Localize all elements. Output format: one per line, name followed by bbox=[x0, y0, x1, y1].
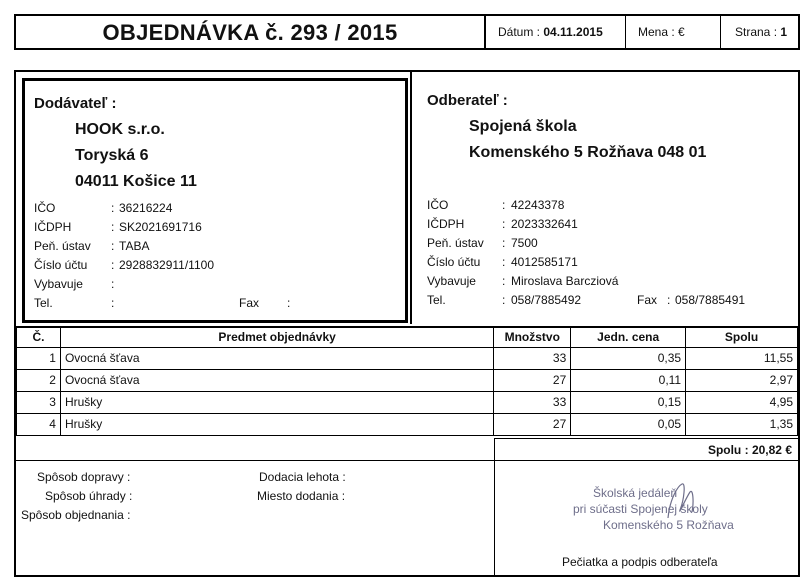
col-header-item: Predmet objednávky bbox=[60, 327, 493, 347]
customer-fax-label: Fax bbox=[637, 293, 658, 307]
row-qty: 33 bbox=[494, 391, 571, 413]
order-method-label: Spôsob objednania : bbox=[21, 508, 131, 522]
transport-label: Spôsob dopravy : bbox=[37, 470, 131, 484]
col-header-unit-price: Jedn. cena bbox=[571, 327, 686, 347]
customer-account-label: Číslo účtu bbox=[427, 255, 481, 269]
table-header-row bbox=[17, 327, 798, 347]
supplier-tel-label: Tel. bbox=[34, 296, 53, 310]
supplier-account-label: Číslo účtu bbox=[34, 258, 88, 272]
supplier-fax-label: Fax bbox=[239, 296, 260, 310]
customer-icdph: 2023332641 bbox=[511, 217, 578, 231]
row-unit-price: 0,11 bbox=[571, 369, 686, 391]
payment-label: Spôsob úhrady : bbox=[45, 489, 133, 503]
customer-address: Komenského 5 Rožňava 048 01 bbox=[469, 144, 707, 161]
stamp-line-1: Školská jedáleň bbox=[593, 486, 678, 500]
supplier-ico-label: IČO bbox=[34, 201, 56, 215]
currency-label: Mena : bbox=[638, 25, 675, 39]
customer-box bbox=[410, 72, 800, 324]
delivery-place-label: Miesto dodania : bbox=[257, 489, 346, 503]
customer-bank: 7500 bbox=[511, 236, 538, 250]
row-no: 2 bbox=[17, 369, 61, 391]
customer-name: Spojená škola bbox=[469, 118, 577, 135]
row-total: 1,35 bbox=[686, 413, 798, 435]
page-label: Strana : bbox=[735, 25, 778, 39]
row-qty: 27 bbox=[494, 413, 571, 435]
supplier-details: IČO : 36216224 IČDPH : SK2021691716 Peň. ústav : TABA Číslo účtu : 2928832911/1100 Vybavuje : Tel. : Fax : bbox=[34, 201, 291, 310]
date-field bbox=[486, 16, 626, 48]
stamp-line-3: Komenského 5 Rožňava bbox=[603, 518, 734, 532]
supplier-city: 04011 Košice 11 bbox=[75, 173, 197, 190]
row-total: 4,95 bbox=[686, 391, 798, 413]
supplier-name: HOOK s.r.o. bbox=[75, 121, 165, 138]
row-item: Hrušky bbox=[60, 413, 493, 435]
currency-value: € bbox=[678, 25, 685, 39]
supplier-bank-label: Peň. ústav bbox=[34, 239, 91, 253]
total-value: 20,82 € bbox=[751, 443, 792, 457]
stamp-line-2: pri súčasti Spojenej školy bbox=[573, 502, 708, 516]
table-row bbox=[17, 391, 798, 413]
row-total: 11,55 bbox=[686, 347, 798, 369]
order-total bbox=[494, 438, 798, 460]
customer-ico-label: IČO bbox=[427, 198, 449, 212]
row-qty: 33 bbox=[494, 347, 571, 369]
total-label: Spolu : bbox=[707, 443, 749, 457]
supplier-icdph: SK2021691716 bbox=[119, 220, 202, 234]
supplier-heading: Dodávateľ : bbox=[34, 95, 117, 112]
customer-icdph-label: IČDPH bbox=[427, 217, 465, 231]
supplier-ico: 36216224 bbox=[119, 201, 173, 215]
document-title: OBJEDNÁVKA č. 293 / 2015 bbox=[16, 16, 486, 48]
order-items-table bbox=[16, 326, 798, 436]
supplier-icdph-label: IČDPH bbox=[34, 220, 72, 234]
document-header bbox=[14, 14, 800, 50]
row-unit-price: 0,35 bbox=[571, 347, 686, 369]
supplier-bank: TABA bbox=[119, 239, 150, 253]
date-value: 04.11.2015 bbox=[543, 25, 603, 39]
footer-divider bbox=[16, 460, 798, 461]
row-item: Ovocná šťava bbox=[60, 369, 493, 391]
row-unit-price: 0,05 bbox=[571, 413, 686, 435]
row-no: 3 bbox=[17, 391, 61, 413]
row-total: 2,97 bbox=[686, 369, 798, 391]
supplier-box bbox=[22, 78, 408, 323]
date-label: Dátum : bbox=[498, 25, 541, 39]
row-unit-price: 0,15 bbox=[571, 391, 686, 413]
supplier-handler-label: Vybavuje bbox=[34, 277, 83, 291]
customer-bank-label: Peň. ústav bbox=[427, 236, 484, 250]
customer-ico: 42243378 bbox=[511, 198, 565, 212]
table-row bbox=[17, 369, 798, 391]
col-header-total: Spolu bbox=[686, 327, 798, 347]
row-item: Hrušky bbox=[60, 391, 493, 413]
signature-scribble-icon bbox=[660, 478, 700, 528]
supplier-street: Toryská 6 bbox=[75, 147, 149, 164]
table-row bbox=[17, 347, 798, 369]
customer-details: IČO : 42243378 IČDPH : 2023332641 Peň. ústav : 7500 Číslo účtu : 4012585171 Vybavuje : Miroslava Barcziová Tel. : 058/7885492 Fax : 058/7885491 bbox=[427, 198, 746, 307]
page-field bbox=[721, 16, 798, 48]
signature-label: Pečiatka a podpis odberateľa bbox=[562, 555, 718, 569]
col-header-no: Č. bbox=[17, 327, 61, 347]
row-no: 1 bbox=[17, 347, 61, 369]
customer-heading: Odberateľ : bbox=[427, 92, 508, 109]
row-item: Ovocná šťava bbox=[60, 347, 493, 369]
customer-tel: 058/7885492 bbox=[511, 293, 582, 307]
table-row bbox=[17, 413, 798, 435]
row-qty: 27 bbox=[494, 369, 571, 391]
supplier-account: 2928832911/1100 bbox=[119, 258, 214, 272]
customer-handler-label: Vybavuje bbox=[427, 274, 476, 288]
page-value: 1 bbox=[780, 25, 788, 39]
customer-fax: 058/7885491 bbox=[675, 293, 746, 307]
currency-field bbox=[626, 16, 721, 48]
customer-tel-label: Tel. bbox=[427, 293, 446, 307]
delivery-date-label: Dodacia lehota : bbox=[259, 470, 346, 484]
col-header-qty: Množstvo bbox=[494, 327, 571, 347]
customer-handler: Miroslava Barcziová bbox=[511, 274, 619, 288]
customer-account: 4012585171 bbox=[511, 255, 578, 269]
row-no: 4 bbox=[17, 413, 61, 435]
footer-vertical-divider bbox=[494, 460, 495, 575]
